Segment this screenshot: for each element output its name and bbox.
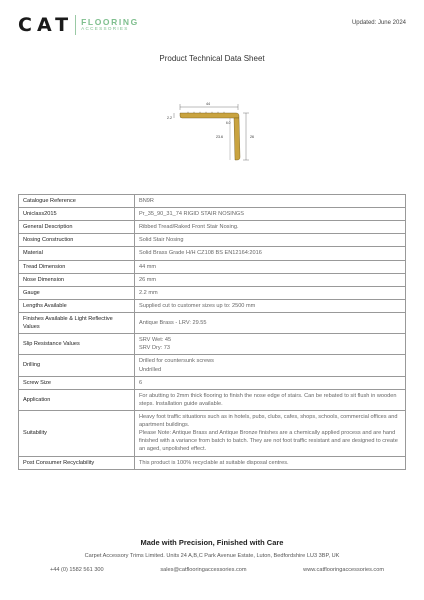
spec-value bbox=[135, 410, 406, 456]
spec-value bbox=[135, 456, 406, 469]
footer-email[interactable]: sales@catflooringaccessories.com bbox=[160, 567, 247, 573]
spec-value bbox=[135, 299, 406, 312]
tread-profile bbox=[180, 113, 239, 118]
spec-label: Gauge bbox=[19, 286, 135, 299]
dim-inner-label: 23.6 bbox=[216, 135, 223, 139]
spec-label: General Description bbox=[19, 221, 135, 234]
footer-phone: +44 (0) 1582 561 300 bbox=[50, 567, 104, 573]
spec-row bbox=[19, 260, 406, 273]
spec-label: Nose Dimension bbox=[19, 273, 135, 286]
spec-label: Finishes Available & Light Reflective Values bbox=[19, 312, 135, 333]
spec-value-line: For abutting to 2mm thick flooring to finish the nose edge of stairs. Can be rebated to sit flush in wooden steps. Installation guide available. bbox=[139, 392, 397, 407]
spec-label: Lengths Available bbox=[19, 299, 135, 312]
page-title: Product Technical Data Sheet bbox=[159, 54, 265, 63]
spec-value-line: Pr_35_90_31_74 RIGID STAIR NOSINGS bbox=[139, 211, 244, 218]
spec-value-line: Drilled for countersunk screws bbox=[139, 358, 214, 365]
spec-value bbox=[135, 273, 406, 286]
spec-value-line: Heavy foot traffic situations such as in hotels, pubs, clubs, cafes, shops, schools, commercial offices and apartment buildings. bbox=[139, 413, 398, 429]
spec-value-line: Please Note: Antique Brass and Antique Bronze finishes are a chemically applied process and are hand finished with a variance from batch to batch. They are not foot traffic resistant and are designed to create an aged, unpolished effect. bbox=[139, 430, 398, 453]
spec-label: Uniclass2015 bbox=[19, 208, 135, 221]
spec-value-line: 2.2 mm bbox=[139, 289, 158, 296]
spec-label: Screw Size bbox=[19, 376, 135, 389]
spec-value bbox=[135, 334, 406, 355]
spec-value-line: Supplied cut to customer sizes up to: 2500 mm bbox=[139, 302, 256, 309]
spec-row bbox=[19, 234, 406, 247]
dim-right-label: 26 bbox=[250, 135, 254, 139]
spec-row bbox=[19, 334, 406, 355]
spec-value bbox=[135, 221, 406, 234]
spec-row bbox=[19, 221, 406, 234]
spec-value-line: Antique Brass - LRV: 29.55 bbox=[139, 320, 207, 327]
page-footer bbox=[0, 538, 424, 559]
logo-line-2: ACCESSORIES bbox=[81, 26, 129, 32]
spec-value bbox=[135, 376, 406, 389]
brand-logo bbox=[18, 14, 139, 36]
spec-value-line: BN9R bbox=[139, 198, 154, 204]
footer-address: Carpet Accessory Trims Limited. Units 24 A,B,C Park Avenue Estate, Luton, Bedfordshire LU3 3BP, UK bbox=[84, 553, 340, 559]
spec-value bbox=[135, 260, 406, 273]
spec-label: Catalogue Reference bbox=[19, 195, 135, 208]
updated-date: Updated: June 2024 bbox=[351, 20, 406, 26]
spec-row bbox=[19, 208, 406, 221]
spec-value bbox=[135, 389, 406, 410]
spec-value-line: Solid Brass Grade H/H CZ108 BS EN12164:2016 bbox=[139, 250, 262, 257]
spec-value bbox=[135, 195, 406, 208]
spec-value bbox=[135, 208, 406, 221]
spec-value-line: 6 bbox=[139, 379, 143, 386]
footer-contacts bbox=[50, 567, 384, 573]
spec-label: Material bbox=[19, 247, 135, 260]
spec-row bbox=[19, 247, 406, 260]
spec-value bbox=[135, 355, 406, 376]
spec-label: Drilling bbox=[19, 355, 135, 376]
spec-value bbox=[135, 312, 406, 333]
spec-label: Application bbox=[19, 389, 135, 410]
spec-label: Nosing Construction bbox=[19, 234, 135, 247]
spec-label: Slip Resistance Values bbox=[19, 334, 135, 355]
spec-label: Suitability bbox=[19, 410, 135, 456]
page-header bbox=[18, 14, 406, 40]
dim-top-label: 44 bbox=[206, 102, 210, 106]
logo-line-1: FLOORING bbox=[81, 16, 139, 27]
spec-value-line: 44 mm bbox=[139, 263, 157, 270]
spec-value-line: Ribbed Tread/Raked Front Stair Nosing. bbox=[139, 224, 239, 231]
spec-value-line: This product is 100% recyclable at suitable disposal centres. bbox=[139, 459, 289, 466]
spec-value-line: SRV Wet: 45 bbox=[139, 337, 172, 344]
logo-divider bbox=[75, 15, 76, 35]
spec-value bbox=[135, 234, 406, 247]
logo-wordmark: CAT bbox=[18, 14, 74, 36]
spec-row bbox=[19, 195, 406, 208]
spec-value bbox=[135, 247, 406, 260]
spec-row bbox=[19, 456, 406, 469]
spec-row bbox=[19, 376, 406, 389]
spec-value-line: Solid Stair Nosing bbox=[139, 237, 184, 244]
spec-label: Post Consumer Recyclability bbox=[19, 456, 135, 469]
spec-value-line: SRV Dry: 73 bbox=[139, 345, 170, 352]
spec-row bbox=[19, 286, 406, 299]
spec-value-line: 26 mm bbox=[139, 276, 157, 283]
spec-row bbox=[19, 410, 406, 456]
spec-value-line: Undrilled bbox=[139, 366, 162, 373]
spec-value bbox=[135, 286, 406, 299]
spec-row bbox=[19, 273, 406, 286]
logo-subtitle bbox=[81, 18, 139, 32]
footer-tagline: Made with Precision, Finished with Care bbox=[140, 538, 284, 547]
spec-row bbox=[19, 312, 406, 333]
spec-row bbox=[19, 389, 406, 410]
footer-website[interactable]: www.catflooringaccessories.com bbox=[303, 567, 384, 573]
dim-inner-top-label: 6.0 bbox=[226, 121, 231, 125]
spec-row bbox=[19, 299, 406, 312]
nose-profile bbox=[234, 118, 240, 160]
spec-row bbox=[19, 355, 406, 376]
dim-left-label: 2.2 bbox=[167, 116, 172, 120]
profile-drawing bbox=[160, 100, 270, 185]
spec-label: Tread Dimension bbox=[19, 260, 135, 273]
spec-table bbox=[18, 194, 406, 470]
